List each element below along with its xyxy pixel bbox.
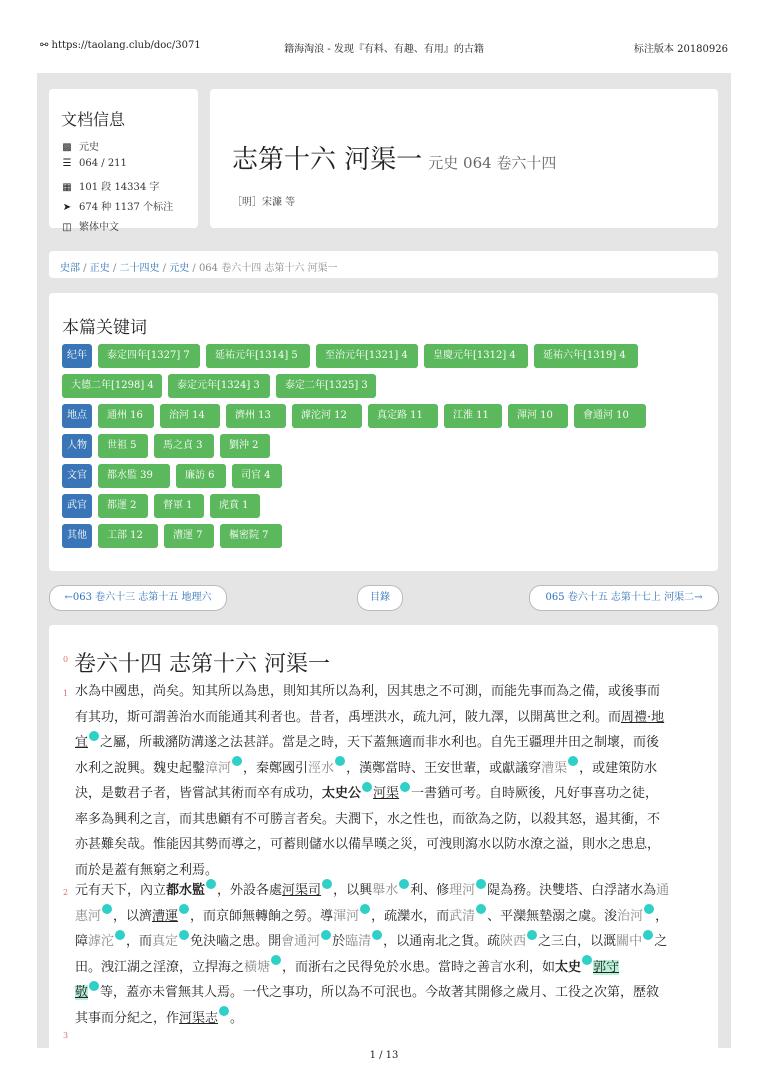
annotation-marker-icon[interactable] [362, 782, 372, 792]
print-header [0, 0, 768, 60]
annotated-term[interactable]: 舉水 [372, 883, 399, 898]
keyword-category: 武官 [62, 494, 92, 518]
text-run: 亦甚難矣哉。惟能因其勢而導之，可蓄則儲水以備旱暵之災，可洩則瀉水以防水潦之溢，則水之患息， [75, 837, 661, 852]
text-line [75, 730, 705, 756]
doc-info-panel [49, 89, 198, 233]
text-run: 之屬，所載瀦防溝遂之法甚詳。當是之時，天下蓋無適而非水利也。自先王疆理井田之制壞，而後 [100, 735, 660, 750]
keyword-category: 地点 [62, 404, 92, 428]
annotated-term[interactable]: 周禮·地 [621, 709, 665, 725]
annotated-term[interactable]: 河渠 [373, 786, 400, 801]
keyword-tag[interactable]: 真定路 11 [368, 404, 438, 428]
info-chapter [61, 158, 127, 169]
tags-icon: ➤ [62, 202, 72, 213]
annotated-term[interactable]: 渾河 [333, 908, 360, 924]
page-title [232, 139, 556, 176]
info-book [61, 138, 99, 153]
text-run: 水為中國患，尚矣。知其所以為患，則知其所以為利，因其患之不可測，而能先事而為之備，或後事而 [75, 684, 661, 699]
text-run: 水利之說興。魏史起鑿 [75, 760, 206, 776]
text-run: 障 [75, 934, 89, 949]
annotation-marker-icon[interactable] [360, 904, 370, 914]
text-line [75, 980, 705, 1006]
keyword-tag[interactable]: 通州 16 [98, 404, 154, 428]
text-run: 隄為務。決雙塔、白浮諸水為 [487, 883, 657, 898]
paragraph-number: 0 [63, 655, 69, 664]
text-run: ，外設各處 [217, 883, 283, 898]
doc-title: 志第十六 河渠一 [232, 145, 423, 175]
annotated-term[interactable]: 宜 [75, 735, 89, 750]
keyword-row-era-2 [62, 374, 382, 398]
annotated-term[interactable]: 都水監 [166, 883, 206, 898]
breadcrumb-item-3[interactable]: 二十四史 [119, 263, 160, 274]
text-run: 於 [332, 934, 346, 949]
keywords-panel [49, 293, 718, 571]
annotated-term[interactable]: 臨清 [345, 934, 372, 949]
annotated-term[interactable]: 通 [656, 883, 670, 898]
keyword-row-era [62, 344, 644, 368]
page-frame [37, 73, 731, 1048]
annotated-term[interactable]: 橫塘 [244, 959, 271, 975]
text-run: 而於是蓋有無窮之利焉。 [75, 862, 219, 878]
annotated-term[interactable]: 河渠志 [179, 1010, 219, 1026]
keyword-tag[interactable]: 漕運 7 [164, 524, 214, 548]
keyword-row-place [62, 404, 652, 428]
content-panel [49, 625, 718, 1048]
text-line [75, 955, 705, 981]
keyword-tag[interactable]: 馬之貞 3 [154, 434, 214, 458]
text-run: ，而 [126, 934, 153, 949]
annotation-marker-icon[interactable] [476, 879, 486, 889]
keyword-tag[interactable]: 都水監 39 [98, 464, 170, 488]
annotated-term[interactable]: 郭守 [593, 959, 620, 975]
text-line [75, 807, 705, 833]
keyword-tag[interactable]: 渾河 10 [508, 404, 568, 428]
paragraph-1 [75, 679, 705, 883]
text-line [75, 1006, 705, 1032]
keyword-tag[interactable]: 督軍 1 [154, 494, 204, 518]
keyword-tag[interactable]: 會通河 10 [574, 404, 646, 428]
keyword-tag[interactable]: 至治元年[1321] 4 [316, 344, 418, 368]
keyword-row-military [62, 494, 266, 518]
prev-chapter-button[interactable]: ←063 卷六十三 志第十五 地理六 [49, 585, 227, 611]
annotation-marker-icon[interactable] [232, 756, 242, 766]
keyword-tag[interactable]: 都運 2 [98, 494, 148, 518]
annotated-term[interactable]: 敬 [75, 985, 89, 1000]
breadcrumb-item-4[interactable]: 元史 [169, 263, 190, 274]
annotation-marker-icon[interactable] [400, 782, 410, 792]
text-line [75, 705, 705, 731]
text-line [75, 781, 705, 807]
page-url[interactable]: ⚯ https://taolang.club/doc/3071 [40, 40, 201, 51]
annotated-term[interactable]: 河渠司 [282, 883, 322, 898]
doc-subtitle: 元史 064 卷六十四 [428, 154, 557, 172]
paragraph-number: 3 [63, 1031, 69, 1040]
text-run: 元有天下，內立 [75, 883, 167, 898]
keyword-tag[interactable]: 江淮 11 [444, 404, 502, 428]
keyword-row-people [62, 434, 276, 458]
annotated-term[interactable]: 漕渠 [541, 760, 568, 776]
annotation-marker-icon[interactable] [89, 731, 99, 741]
text-line [75, 904, 705, 930]
annotation-marker-icon[interactable] [102, 904, 112, 914]
annotation-marker-icon[interactable] [335, 756, 345, 766]
keyword-tag[interactable]: 廉訪 6 [176, 464, 226, 488]
annotation-marker-icon[interactable] [89, 981, 99, 991]
keyword-tag[interactable]: 泰定元年[1324] 3 [168, 374, 270, 398]
text-run: 之三白，以溉 [538, 934, 617, 949]
text-run: ，漢鄭當時、王安世輩，或獻議穿 [346, 760, 542, 776]
keyword-tag[interactable]: 濟州 13 [226, 404, 286, 428]
keyword-tag[interactable]: 虎賁 1 [210, 494, 260, 518]
doc-info-title: 文档信息 [61, 110, 126, 129]
text-run: ，以通南北之貨。疏 [383, 934, 501, 949]
annotated-term[interactable]: 理河 [449, 883, 476, 898]
annotated-term[interactable]: 會通河 [281, 934, 321, 949]
paragraph-2 [75, 878, 705, 1031]
text-line [75, 756, 705, 782]
annotation-marker-icon[interactable] [643, 930, 653, 940]
list-icon: ☰ [62, 158, 72, 169]
annotation-marker-icon[interactable] [179, 904, 189, 914]
doc-title-panel [210, 89, 718, 228]
breadcrumb: 史部 / 正史 / 二十四史 / 元史 / 064 卷六十四 志第十六 河渠一 [49, 251, 718, 278]
text-run: ，秦鄭國引 [243, 760, 309, 776]
text-run: 田。洩江湖之淫潦，立捍海之 [75, 959, 245, 975]
annotation-marker-icon[interactable] [399, 879, 409, 889]
info-book-text: 元史 [79, 142, 99, 153]
annotation-marker-icon[interactable] [115, 930, 125, 940]
language-icon: ◫ [62, 222, 72, 233]
annotated-term[interactable]: 武清 [449, 908, 476, 924]
text-run: 免決嚙之患。開 [190, 934, 282, 949]
keyword-tag[interactable]: 皇慶元年[1312] 4 [424, 344, 528, 368]
keyword-row-other [62, 524, 288, 548]
info-lang [61, 218, 119, 233]
paragraph-number: 1 [63, 689, 69, 698]
annotation-marker-icon[interactable] [271, 955, 281, 965]
annotation-marker-icon[interactable] [372, 930, 382, 940]
annotated-term[interactable]: 太史 [555, 959, 582, 975]
annotated-term[interactable]: 陝西 [500, 934, 527, 949]
annotation-marker-icon[interactable] [179, 930, 189, 940]
annotation-marker-icon[interactable] [321, 930, 331, 940]
annotated-term[interactable]: 惠河 [75, 908, 102, 924]
annotation-marker-icon[interactable] [476, 904, 486, 914]
info-lang-text: 繁体中文 [79, 222, 119, 233]
annotated-term[interactable]: 太史公 [322, 786, 362, 801]
text-run: 一書猶可考。自時厥後，凡好事喜功之徒， [411, 786, 659, 801]
info-tags-text: 674 种 1137 个标注 [79, 202, 174, 213]
breadcrumb-item-1[interactable]: 史部 [60, 263, 80, 274]
page-counter: 1 / 13 [369, 1050, 399, 1061]
keyword-category: 纪年 [62, 344, 92, 368]
paragraph-number: 2 [63, 888, 69, 897]
text-run: 、平灤無墊溺之虞。浚 [487, 908, 618, 924]
keyword-tag[interactable]: 劉沖 2 [220, 434, 270, 458]
annotation-marker-icon[interactable] [219, 1006, 229, 1016]
annotated-term[interactable]: 關中 [616, 934, 643, 949]
keyword-tag[interactable]: 治河 14 [160, 404, 220, 428]
keyword-tag[interactable]: 世祖 5 [98, 434, 148, 458]
keyword-category: 其他 [62, 524, 92, 548]
annotated-term[interactable]: 漕運 [152, 908, 179, 924]
annotation-marker-icon[interactable] [582, 955, 592, 965]
annotated-term[interactable]: 涇水 [308, 760, 335, 776]
text-run: 之 [654, 934, 668, 949]
keyword-tag[interactable]: 泰定二年[1325] 3 [276, 374, 376, 398]
annotated-term[interactable]: 漳河 [205, 760, 232, 776]
text-line [75, 878, 705, 904]
text-run: 等，蓋亦未嘗無其人焉。一代之事功，所以為不可泯也。今故著其開修之歲月、工役之次第，歷敘 [100, 985, 660, 1000]
book-icon: ▩ [62, 142, 72, 153]
grid-icon: ▦ [62, 182, 72, 193]
annotation-marker-icon[interactable] [322, 879, 332, 889]
keyword-tag[interactable]: 工部 12 [98, 524, 158, 548]
text-run: ，或建策防水 [579, 760, 658, 776]
info-tags [61, 198, 173, 213]
annotated-term[interactable]: 真定 [152, 934, 179, 949]
chapter-heading: 卷六十四 志第十六 河渠一 [74, 652, 330, 677]
keyword-tag[interactable]: 大德二年[1298] 4 [62, 374, 162, 398]
text-run: 利、修 [410, 883, 450, 898]
keyword-tag[interactable]: 滹沱河 12 [292, 404, 362, 428]
annotation-marker-icon[interactable] [568, 756, 578, 766]
doc-author: ［明］宋濂 等 [232, 197, 296, 208]
keyword-category: 文官 [62, 464, 92, 488]
text-line [75, 679, 705, 705]
text-run: ，而浙右之民得免於水患。當時之善言水利，如 [282, 959, 556, 975]
toc-button[interactable]: 目錄 [357, 585, 403, 611]
info-chapter-text: 064 / 211 [79, 158, 127, 169]
text-run: 其事而分紀之，作 [75, 1010, 180, 1026]
keyword-tag[interactable]: 司官 4 [232, 464, 282, 488]
annotation-marker-icon[interactable] [206, 879, 216, 889]
annotated-term[interactable]: 滹沱 [88, 934, 115, 949]
info-stats-text: 101 段 14334 字 [79, 182, 160, 193]
info-stats [61, 178, 159, 193]
keyword-tag[interactable]: 泰定四年[1327] 7 [98, 344, 200, 368]
text-run: ， [655, 908, 669, 924]
text-run: ，以濟 [113, 908, 153, 924]
text-line [75, 832, 705, 858]
text-run: ，而京師無轉餉之勞。導 [190, 908, 334, 924]
text-run: 決，是數君子者，皆嘗試其術而卒有成功， [75, 786, 323, 801]
annotation-marker-icon[interactable] [644, 904, 654, 914]
text-run: ，以興 [333, 883, 373, 898]
keyword-tag[interactable]: 延祐六年[1319] 4 [534, 344, 638, 368]
breadcrumb-current: 064 卷六十四 志第十六 河渠一 [198, 263, 338, 274]
breadcrumb-item-2[interactable]: 正史 [89, 263, 110, 274]
text-run: ，疏灤水，而 [371, 908, 450, 924]
keywords-title: 本篇关键词 [62, 318, 147, 338]
annotation-marker-icon[interactable] [527, 930, 537, 940]
keyword-tag[interactable]: 樞密院 7 [220, 524, 282, 548]
keyword-tag[interactable]: 延祐元年[1314] 5 [206, 344, 310, 368]
keyword-category: 人物 [62, 434, 92, 458]
text-run: 有其功，斯可謂善治水而能通其利者也。昔者，禹堙洪水，疏九河，陂九澤，以開萬世之利。而 [75, 709, 622, 725]
text-run: 。 [230, 1010, 244, 1026]
text-line [75, 929, 705, 955]
text-run: 率多為興利之言，而其患顧有不可勝言者矣。夫潤下，水之性也，而欲為之防，以殺其怒，遏其衝，不 [75, 811, 661, 827]
next-chapter-button[interactable]: 065 卷六十五 志第十七上 河渠二→ [529, 585, 719, 611]
version-label: 标注版本 20180926 [633, 44, 728, 55]
keyword-row-civil [62, 464, 288, 488]
annotated-term[interactable]: 治河 [617, 908, 644, 924]
site-title: 籍海淘浪 - 发现『有料、有趣、有用』的古籍 [284, 44, 484, 55]
